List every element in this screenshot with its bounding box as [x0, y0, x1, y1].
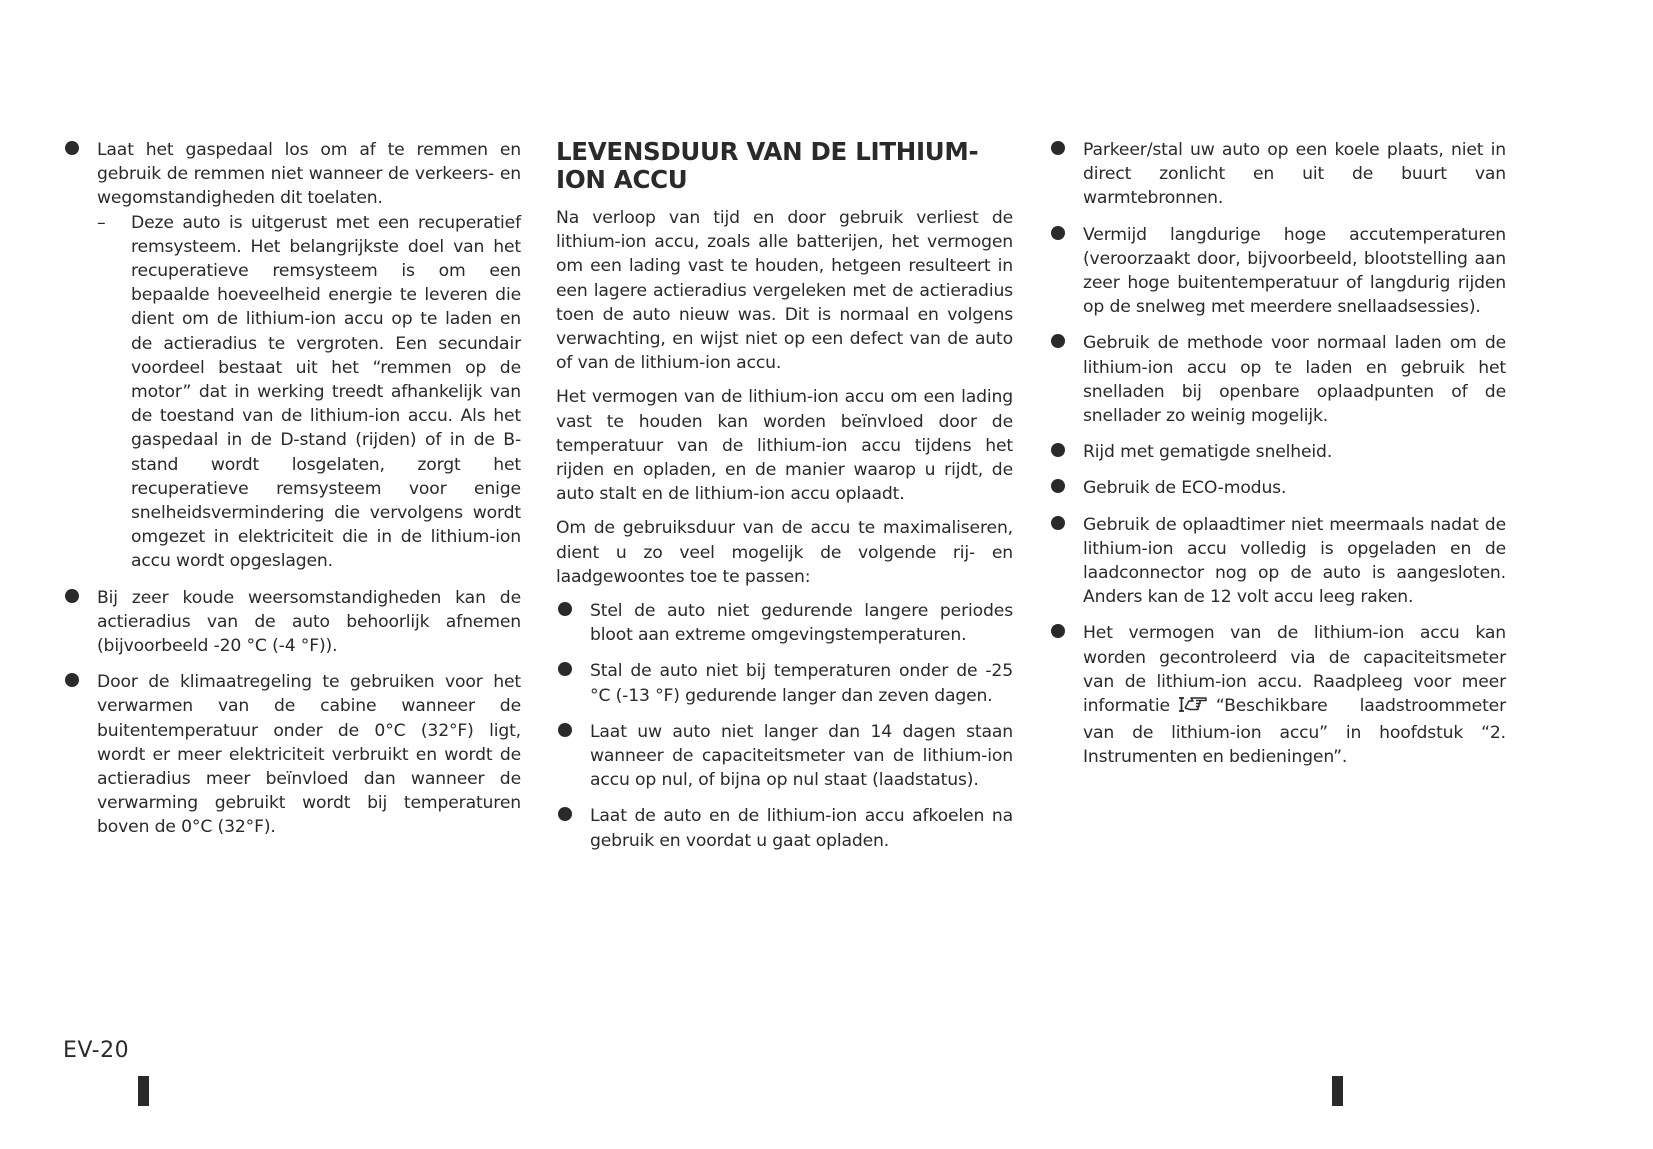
bullet-text: Vermijd langdurige hoge accutemperaturen (veroorzaakt door, bijvoorbeeld, blootstelling aan zeer hoge buitentemperatuur of langdurig rijden op de snelweg met meerdere snellaadsessies). — [1083, 224, 1506, 318]
section-heading: LEVENSDUUR VAN DE LITHIUM-ION ACCU — [556, 137, 979, 194]
list-item — [556, 720, 1013, 793]
bullet-icon — [1051, 479, 1065, 493]
bullet-text: Rijd met gematigde snelheid. — [1083, 442, 1333, 463]
bullet-text: Het vermogen van de lithium-ion accu kan worden gecontroleerd via de capaciteitsmeter van de lithium-ion accu. Raadpleeg voor meer informatie — [1083, 623, 1506, 717]
paragraph: Om de gebruiksduur van de accu te maximaliseren, dient u zo veel mogelijk de volgende rij- en laadgewoontes toe te passen: — [556, 518, 1013, 587]
pointing-hand-reference-icon — [1176, 696, 1210, 721]
bullet-icon — [1051, 443, 1065, 457]
bullet-icon — [558, 602, 572, 616]
right-column — [1049, 138, 1506, 782]
list-item — [1049, 476, 1506, 500]
list-item — [63, 670, 521, 839]
bullet-icon — [65, 141, 79, 155]
reference-link-text: “Beschikbare laadstroommeter van de lithium-ion accu” in hoofdstuk “2. Instrumenten en bedieningen”. — [1083, 696, 1506, 768]
bullet-text: Laat het gaspedaal los om af te remmen en gebruik de remmen niet wanneer de verkeers- en wegomstandigheden dit toelaten. — [97, 140, 521, 209]
list-item — [1049, 331, 1506, 428]
bullet-text: Laat de auto en de lithium-ion accu afkoelen na gebruik en voordat u gaat opladen. — [590, 806, 1013, 851]
bullet-icon — [1051, 516, 1065, 530]
bullet-text: Stel de auto niet gedurende langere periodes bloot aan extreme omgevingstemperaturen. — [590, 601, 1013, 646]
bullet-icon — [1051, 624, 1065, 638]
bullet-text: Gebruik de ECO-modus. — [1083, 478, 1287, 499]
list-item — [1049, 223, 1506, 320]
crop-mark-left — [138, 1076, 149, 1106]
bullet-icon — [65, 673, 79, 687]
paragraph: Het vermogen van de lithium-ion accu om een lading vast te houden kan worden beïnvloed door de temperatuur van de lithium-ion accu tijdens het rijden en opladen, en de manier waarop u rijdt, de auto stalt en de lithium-ion accu oplaadt. — [556, 387, 1013, 505]
bullet-icon — [1051, 226, 1065, 240]
bullet-text: Laat uw auto niet langer dan 14 dagen staan wanneer de capaciteitsmeter van de lithium-ion accu op nul, of bijna op nul staat (laadstatus). — [590, 721, 1013, 791]
bullet-icon — [1051, 141, 1065, 155]
bullet-icon — [558, 807, 572, 821]
dash-icon: – — [97, 212, 106, 233]
paragraph: Na verloop van tijd en door gebruik verliest de lithium-ion accu, zoals alle batterijen, het vermogen om een lading vast te houden, hetgeen resulteert in een lagere actieradius vergeleken met de actieradius toen de auto nieuw was. Dit is normaal en volgens verwachting, en wijst niet op een defect van de auto of van de lithium-ion accu. — [556, 208, 1013, 374]
bullet-text: Bij zeer koude weersomstandigheden kan de actieradius van de auto behoorlijk afnemen (bijvoorbeeld -20 °C (-4 °F)). — [97, 587, 521, 657]
bullet-text: Stal de auto niet bij temperaturen onder de -25 °C (-13 °F) gedurende langer dan zeven dagen. — [590, 661, 1013, 706]
list-item — [556, 659, 1013, 707]
bullet-text: Door de klimaatregeling te gebruiken voor het verwarmen van de cabine wanneer de buitentemperatuur onder de 0°C (32°F) ligt, wordt er meer elektriciteit verbruikt en wordt de actieradius meer beïnvloed dan wanneer de verwarming gebruikt wordt bij temperaturen boven de 0°C (32°F). — [97, 672, 521, 838]
bullet-text: Gebruik de oplaadtimer niet meermaals nadat de lithium-ion accu volledig is opgeladen en de laadconnector nog op de auto is aangesloten. Anders kan de 12 volt accu leeg raken. — [1083, 514, 1506, 608]
list-item — [556, 804, 1013, 852]
middle-column — [556, 138, 1013, 865]
left-column — [63, 138, 521, 852]
list-item — [1049, 440, 1506, 464]
list-item — [1049, 513, 1506, 610]
crop-mark-right — [1332, 1076, 1343, 1106]
bullet-icon — [558, 662, 572, 676]
bullet-text: Parkeer/stal uw auto op een koele plaats, niet in direct zonlicht en uit de buurt van warmtebronnen. — [1083, 140, 1506, 209]
page-number: EV-20 — [63, 1038, 130, 1063]
bullet-icon — [1051, 334, 1065, 348]
list-item — [63, 586, 521, 659]
sub-list-item — [97, 211, 521, 574]
list-item — [556, 599, 1013, 647]
list-item — [1049, 138, 1506, 211]
bullet-icon — [65, 589, 79, 603]
bullet-icon — [558, 723, 572, 737]
list-item — [1049, 621, 1506, 769]
list-item — [63, 138, 521, 574]
bullet-text: Gebruik de methode voor normaal laden om de lithium-ion accu op te laden en gebruik het snelladen bij openbare oplaadpunten of de snellader zo weinig mogelijk. — [1083, 333, 1506, 427]
sub-item-text: Deze auto is uitgerust met een recuperatief remsysteem. Het belangrijkste doel van het recuperatieve remsysteem is om een bepaalde hoeveelheid energie te leveren die dient om de lithium-ion accu op te laden en de actieradius te vergroten. Een secundair voordeel bestaat uit het “remmen op de motor” dat in werking treedt afhankelijk van de toestand van de lithium-ion accu. Als het gaspedaal in de D-stand (rijden) of in de B-stand wordt losgelaten, zorgt het recuperatieve remsysteem voor enige snelheidsvermindering die vervolgens wordt omgezet in elektriciteit die in de lithium-ion accu wordt opgeslagen. — [131, 212, 521, 572]
